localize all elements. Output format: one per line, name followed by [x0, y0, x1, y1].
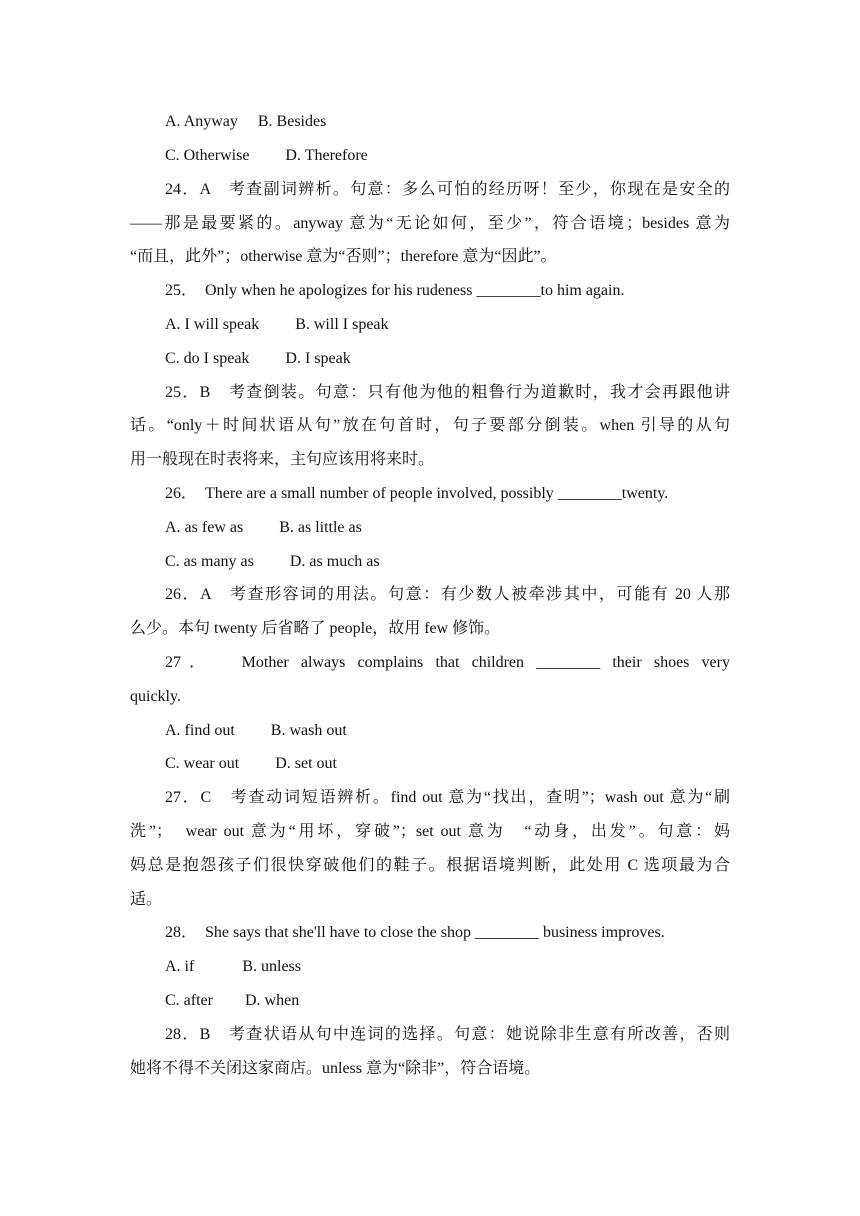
a28-line-2: 她将不得不关闭这家商店。unless 意为“除非”，符合语境。: [130, 1060, 541, 1077]
q27-options-cd: C. wear out D. set out: [165, 755, 337, 772]
a26-line-2: 么少。本句 twenty 后省略了 people，故用 few 修饰。: [130, 620, 501, 637]
a26-line-1: 26．A 考查形容词的用法。句意：有少数人被牵涉其中，可能有 20 人那: [165, 586, 730, 603]
q27-stem-line-1: 27． Mother always complains that children ________ their shoes very: [165, 654, 730, 671]
q25-stem: 25． Only when he apologizes for his rudeness ________to him again.: [165, 282, 625, 299]
q25-options-ab: A. I will speak B. will I speak: [165, 316, 389, 333]
a25-line-1: 25．B 考查倒装。句意：只有他为他的粗鲁行为道歉时，我才会再跟他讲: [165, 384, 730, 401]
a24-line-1: 24．A 考查副词辨析。句意：多么可怕的经历呀！至少，你现在是安全的: [165, 181, 730, 198]
a28-line-1: 28．B 考查状语从句中连词的选择。句意：她说除非生意有所改善，否则: [165, 1026, 730, 1043]
q28-options-cd: C. after D. when: [165, 992, 300, 1009]
a27-line-4: 适。: [130, 891, 163, 908]
a25-line-2: 话。“only＋时间状语从句”放在句首时，句子要部分倒装。when 引导的从句: [130, 417, 730, 434]
q28-stem: 28． She says that she'll have to close the shop ________ business improves.: [165, 924, 665, 941]
q24-options-cd: C. Otherwise D. Therefore: [165, 147, 368, 164]
q26-stem: 26． There are a small number of people involved, possibly ________twenty.: [165, 485, 669, 502]
q28-options-ab: A. if B. unless: [165, 958, 302, 975]
q27-options-ab: A. find out B. wash out: [165, 722, 347, 739]
a27-line-3: 妈总是抱怨孩子们很快穿破他们的鞋子。根据语境判断，此处用 C 选项最为合: [130, 857, 730, 874]
q26-options-ab: A. as few as B. as little as: [165, 519, 362, 536]
a24-line-3: “而且，此外”；otherwise 意为“否则”；therefore 意为“因此”。: [130, 248, 557, 265]
q24-options-ab: A. Anyway B. Besides: [165, 113, 327, 130]
q25-options-cd: C. do I speak D. I speak: [165, 350, 351, 367]
a27-line-2: 洗”； wear out 意为“用坏，穿破”；set out 意为 “动身，出发”。句意：妈: [130, 823, 730, 840]
q26-options-cd: C. as many as D. as much as: [165, 553, 380, 570]
a24-line-2: ——那是最要紧的。anyway 意为“无论如何，至少”，符合语境；besides 意为: [130, 215, 730, 232]
q27-stem-line-2: quickly.: [130, 688, 181, 705]
a25-line-3: 用一般现在时表将来，主句应该用将来时。: [130, 451, 435, 468]
a27-line-1: 27．C 考查动词短语辨析。find out 意为“找出，查明”；wash out 意为“刷: [165, 789, 730, 806]
